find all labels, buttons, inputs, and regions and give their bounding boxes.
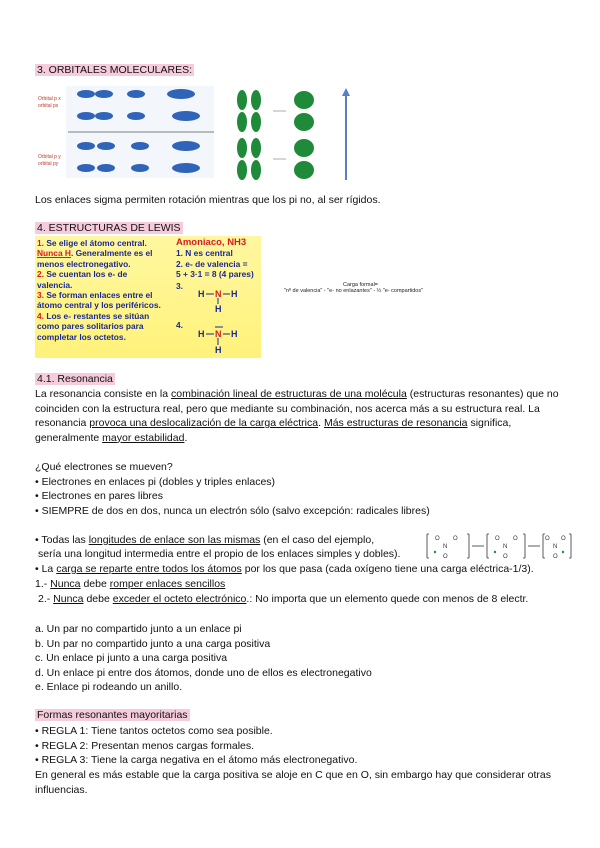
example-title: Amoniaco, NH3 (176, 237, 247, 248)
list-item: a. Un par no compartido junto a un enlace pi (35, 623, 242, 635)
rule-item: • REGLA 2: Presentan menos cargas formales. (35, 740, 255, 752)
svg-text:O: O (435, 536, 440, 542)
bond-length-line-2: sería una longitud intermedia entre el propio de los enlaces simples y dobles). (38, 548, 401, 560)
lewis-step-1: 1. Se elige el átomo central. Nunca H. Generalmente es el menos electronegativo. (37, 238, 153, 269)
svg-text:N: N (215, 329, 222, 339)
example-line: 2. e- de valencia = (176, 258, 248, 269)
svg-text:O: O (495, 536, 500, 542)
section-41-heading: 4.1. Resonancia (37, 373, 113, 385)
svg-text:H: H (198, 329, 205, 339)
resonance-paragraph: La resonancia consiste en la combinación lineal de estructuras de una molécula (estructuras resonantes) que no coinciden con la estructura real, pero que mediante su combinación, nos acerca más a su estructura real. La resonancia provoca una deslocalización de la carga eléctrica. Más estructuras de resonancia significa, generalmente mayor estabilidad. (35, 388, 559, 444)
svg-text:N: N (215, 289, 222, 299)
bullet-3: • SIEMPRE de dos en dos, nunca un electrón sólo (salvo excepción: radicales libres) (35, 505, 430, 517)
question: ¿Qué electrones se mueven? (35, 461, 173, 473)
lewis-step-3: 3. Se forman enlaces entre el átomo central y los periféricos. (37, 290, 161, 311)
svg-text:H: H (215, 304, 222, 314)
rule-1: 1.- Nunca debe romper enlaces sencillos (35, 578, 226, 590)
svg-text:H: H (231, 289, 238, 299)
formal-charge-formula: "nº de valencia" - "e- no enlazantes" - ½ "e- compartidos" (284, 288, 424, 294)
example-line: 3. (176, 280, 183, 291)
svg-text:Orbital p y: Orbital p y (38, 154, 61, 160)
svg-text:Orbital p x: Orbital p x (38, 96, 61, 102)
lewis-example (176, 238, 260, 291)
nh3-structure-step3 (196, 286, 242, 314)
final-paragraph: En general es más estable que la carga positiva se aloje en C que en O, sin embargo hay que considerar otras influencias. (35, 769, 551, 796)
bond-length-line: • Todas las longitudes de enlace son las mismas (en el caso del ejemplo, (35, 534, 375, 546)
rule-item: • REGLA 1: Tiene tantos octetos como sea posible. (35, 725, 273, 737)
sigma-note: Los enlaces sigma permiten rotación mientras que los pi no, al ser rígidos. (35, 194, 381, 206)
lewis-steps (37, 238, 161, 342)
rule-2: 2.- Nunca debe exceder el octeto electrónico.: No importa que un elemento quede con menos de 8 electr. (38, 593, 529, 605)
svg-text:O: O (553, 554, 558, 560)
formal-charge-title: Carga formal= (343, 282, 379, 288)
svg-text:O: O (545, 536, 550, 542)
example-line: 5 + 3·1 = 8 (4 pares) (176, 269, 254, 280)
svg-text:H: H (198, 289, 205, 299)
lewis-step-2: 2. Se cuentan los e- de valencia. (37, 269, 128, 290)
rule-item: • REGLA 3: Tiene la carga negativa en el átomo más electronegativo. (35, 754, 358, 766)
formas-heading: Formas resonantes mayoritarias (37, 709, 188, 721)
list-item: e. Enlace pi rodeando un anillo. (35, 681, 183, 693)
svg-text:N: N (443, 544, 448, 550)
list-item: d. Un enlace pi entre dos átomos, donde uno de ellos es electronegativo (35, 667, 372, 679)
svg-text:O: O (513, 536, 518, 542)
svg-text:O: O (503, 554, 508, 560)
svg-text:H: H (215, 345, 222, 355)
orbital-diagram-blue (36, 82, 216, 182)
svg-text:orbital px: orbital px (38, 103, 59, 109)
svg-text:N: N (503, 544, 508, 550)
svg-text:O: O (453, 536, 458, 542)
svg-text:N: N (553, 544, 558, 550)
bullet-2: • Electrones en pares libres (35, 490, 163, 502)
list-item: b. Un par no compartido junto a una carga positiva (35, 638, 271, 650)
list-item: c. Un enlace pi junto a una carga positiva (35, 652, 228, 664)
resonance-structures-image (425, 528, 573, 562)
svg-text:H: H (231, 329, 238, 339)
charge-line: • La carga se reparte entre todos los átomos por los que pasa (cada oxígeno tiene una carga eléctrica-1/3). (35, 563, 534, 575)
bullet-1: • Electrones en enlaces pi (dobles y triples enlaces) (35, 476, 276, 488)
section-3-heading: 3. ORBITALES MOLECULARES: (37, 64, 193, 76)
example-line-4: 4. (176, 320, 183, 330)
orbital-diagram-green (228, 86, 358, 182)
example-line: 1. N es central (176, 248, 233, 259)
svg-text:orbital py: orbital py (38, 161, 59, 167)
nh3-structure-step4 (196, 324, 242, 356)
svg-text:O: O (561, 536, 566, 542)
lewis-step-4: 4. Los e- restantes se sitúan como pares solitarios para completar los octetos. (37, 310, 150, 342)
svg-text:O: O (443, 554, 448, 560)
section-4-heading: 4. ESTRUCTURAS DE LEWIS (37, 222, 181, 234)
